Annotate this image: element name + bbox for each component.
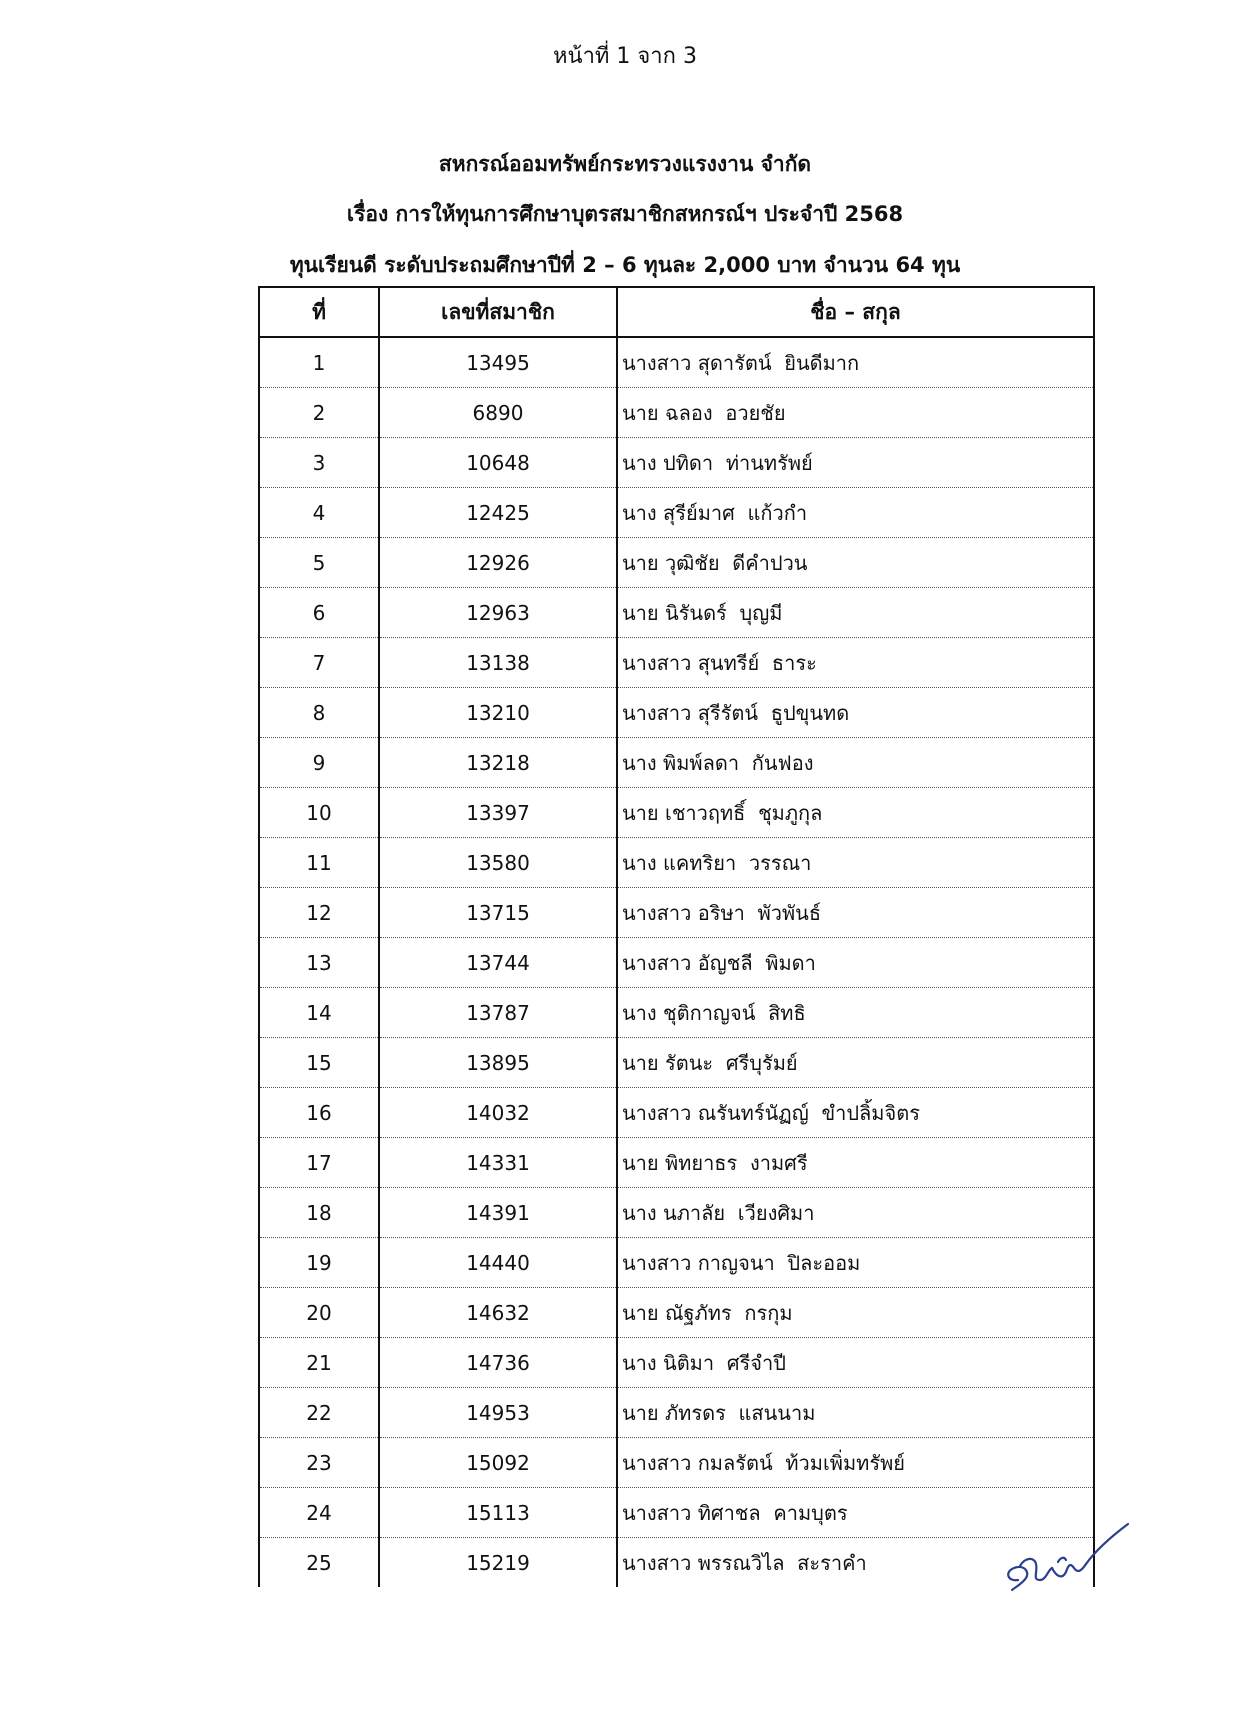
row-name: นางสาว กมลรัตน์ ท้วมเพิ่มทรัพย์ (617, 1438, 1094, 1488)
row-member-id: 13397 (379, 788, 617, 838)
row-name: นางสาว อัญชลี พิมดา (617, 938, 1094, 988)
row-no: 1 (259, 337, 379, 388)
row-member-id: 14331 (379, 1138, 617, 1188)
row-no: 19 (259, 1238, 379, 1288)
table-row (259, 738, 1094, 788)
row-member-id: 12963 (379, 588, 617, 638)
row-no: 16 (259, 1088, 379, 1138)
row-name: นางสาว สุรีรัตน์ ธูปขุนทด (617, 688, 1094, 738)
row-member-id: 13744 (379, 938, 617, 988)
row-no: 21 (259, 1338, 379, 1388)
row-name: นาง พิมพ์ลดา กันฟอง (617, 738, 1094, 788)
row-member-id: 14736 (379, 1338, 617, 1388)
row-member-id: 15092 (379, 1438, 617, 1488)
row-member-id: 13218 (379, 738, 617, 788)
row-name: นางสาว ทิศาชล คามบุตร (617, 1488, 1094, 1538)
row-no: 3 (259, 438, 379, 488)
table-row (259, 688, 1094, 738)
row-name: นาย ภัทรดร แสนนาม (617, 1388, 1094, 1438)
row-member-id: 13895 (379, 1038, 617, 1088)
document-subject: เรื่อง การให้ทุนการศึกษาบุตรสมาชิกสหกรณ์ฯ ประจำปี 2568 (346, 202, 904, 226)
row-no: 22 (259, 1388, 379, 1438)
header-member-id: เลขที่สมาชิก (379, 287, 617, 337)
row-name: นาย พิทยาธร งามศรี (617, 1138, 1094, 1188)
row-member-id: 10648 (379, 438, 617, 488)
table-row (259, 388, 1094, 438)
row-name: นาง ชุติกาญจน์ สิทธิ (617, 988, 1094, 1038)
row-member-id: 13138 (379, 638, 617, 688)
row-no: 2 (259, 388, 379, 438)
row-no: 14 (259, 988, 379, 1038)
row-no: 5 (259, 538, 379, 588)
row-member-id: 14391 (379, 1188, 617, 1238)
row-no: 25 (259, 1538, 379, 1588)
row-name: นาย ณัฐภัทร กรกุม (617, 1288, 1094, 1338)
row-no: 13 (259, 938, 379, 988)
table-row (259, 1388, 1094, 1438)
row-name: นางสาว สุดารัตน์ ยินดีมาก (617, 337, 1094, 388)
recipient-table (258, 286, 1095, 1587)
row-member-id: 13715 (379, 888, 617, 938)
table-row (259, 1488, 1094, 1538)
row-no: 11 (259, 838, 379, 888)
header-name: ชื่อ – สกุล (617, 287, 1094, 337)
table-row (259, 1538, 1094, 1588)
table-row (259, 1238, 1094, 1288)
row-name: นาง นิติมา ศรีจำปี (617, 1338, 1094, 1388)
row-name: นางสาว พรรณวิไล สะราคำ (617, 1538, 1094, 1588)
table-header-row (259, 287, 1094, 337)
row-member-id: 15219 (379, 1538, 617, 1588)
row-no: 9 (259, 738, 379, 788)
scholarship-description: ทุนเรียนดี ระดับประถมศึกษาปีที่ 2 – 6 ทุนละ 2,000 บาท จำนวน 64 ทุน (289, 253, 961, 277)
row-no: 6 (259, 588, 379, 638)
table-row (259, 938, 1094, 988)
table-row (259, 788, 1094, 838)
row-member-id: 13210 (379, 688, 617, 738)
row-member-id: 13495 (379, 337, 617, 388)
table-body (259, 337, 1094, 1587)
table-row (259, 1288, 1094, 1338)
table-row (259, 538, 1094, 588)
row-no: 10 (259, 788, 379, 838)
row-name: นางสาว อริษา พัวพันธ์ (617, 888, 1094, 938)
handwritten-signature (1000, 1510, 1140, 1600)
row-name: นาง ปทิดา ท่านทรัพย์ (617, 438, 1094, 488)
row-name: นาง นภาลัย เวียงศิมา (617, 1188, 1094, 1238)
table-row (259, 488, 1094, 538)
row-name: นาย วุฒิชัย ดีคำปวน (617, 538, 1094, 588)
row-name: นาง สุรีย์มาศ แก้วกำ (617, 488, 1094, 538)
table-row (259, 588, 1094, 638)
row-name: นาย ฉลอง อวยชัย (617, 388, 1094, 438)
table-row (259, 438, 1094, 488)
table-row (259, 838, 1094, 888)
row-name: นางสาว ณรันทร์นัฏญ์ ขำปลิ้มจิตร (617, 1088, 1094, 1138)
row-member-id: 13787 (379, 988, 617, 1038)
table-row (259, 337, 1094, 388)
table-row (259, 1188, 1094, 1238)
row-member-id: 15113 (379, 1488, 617, 1538)
table-row (259, 638, 1094, 688)
header-no: ที่ (259, 287, 379, 337)
row-name: นาง แคทริยา วรรณา (617, 838, 1094, 888)
row-name: นาย เชาวฤทธิ์ ชุมภูกุล (617, 788, 1094, 838)
table-row (259, 1338, 1094, 1388)
row-no: 15 (259, 1038, 379, 1088)
table-row (259, 888, 1094, 938)
row-no: 17 (259, 1138, 379, 1188)
row-no: 24 (259, 1488, 379, 1538)
page-number: หน้าที่ 1 จาก 3 (553, 44, 697, 69)
recipient-table-container (258, 286, 1093, 1587)
row-no: 12 (259, 888, 379, 938)
row-member-id: 14632 (379, 1288, 617, 1338)
table-row (259, 1038, 1094, 1088)
row-member-id: 14440 (379, 1238, 617, 1288)
row-no: 7 (259, 638, 379, 688)
row-member-id: 12926 (379, 538, 617, 588)
row-name: นาย รัตนะ ศรีบุรัมย์ (617, 1038, 1094, 1088)
row-name: นางสาว สุนทรีย์ ธาระ (617, 638, 1094, 688)
organization-title: สหกรณ์ออมทรัพย์กระทรวงแรงงาน จำกัด (438, 152, 812, 176)
row-member-id: 14032 (379, 1088, 617, 1138)
table-row (259, 1138, 1094, 1188)
row-member-id: 13580 (379, 838, 617, 888)
row-no: 8 (259, 688, 379, 738)
table-row (259, 1088, 1094, 1138)
row-member-id: 12425 (379, 488, 617, 538)
row-name: นางสาว กาญจนา ปิละออม (617, 1238, 1094, 1288)
row-no: 18 (259, 1188, 379, 1238)
table-row (259, 1438, 1094, 1488)
row-no: 4 (259, 488, 379, 538)
row-no: 20 (259, 1288, 379, 1338)
row-member-id: 6890 (379, 388, 617, 438)
table-row (259, 988, 1094, 1038)
row-no: 23 (259, 1438, 379, 1488)
row-name: นาย นิรันดร์ บุญมี (617, 588, 1094, 638)
row-member-id: 14953 (379, 1388, 617, 1438)
